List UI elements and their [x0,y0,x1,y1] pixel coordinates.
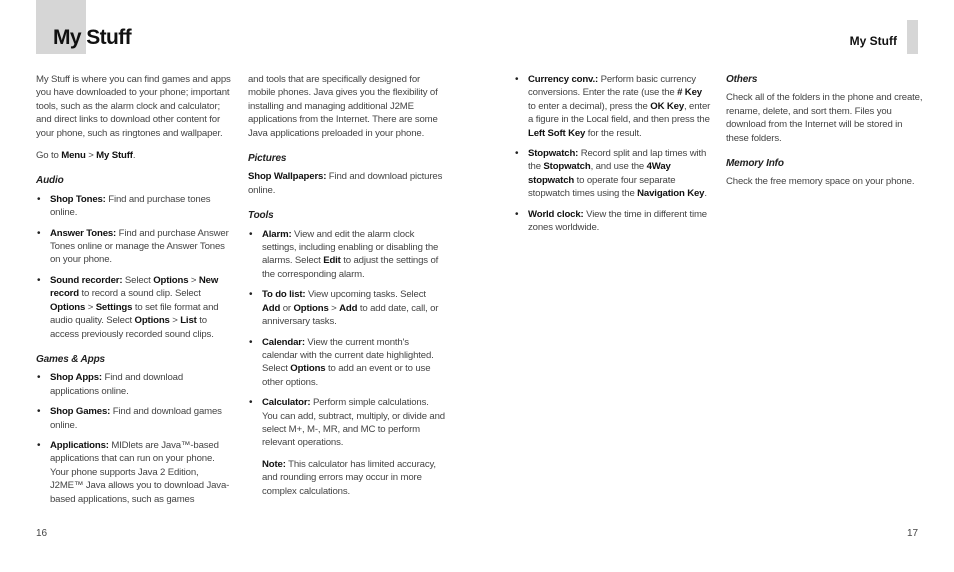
term: Applications: [50,439,109,451]
menu-label: Options [290,363,326,375]
term: Alarm: [262,228,292,240]
games-apps-list [36,371,234,506]
text: View the current month's calendar with the current date highlighted. Select [262,336,434,375]
text: > [85,150,97,162]
intro-paragraph: My Stuff is where you can find games and apps you have downloaded to your phone; important tools, such as the alarm clock and calculator; and direct links to download other content for your phone, such as ringtones and wallpaper. [36,74,231,139]
page-number-right: 17 [907,528,919,539]
description: View the time in different time zones worldwide. [528,208,707,234]
calculator-note [248,458,446,498]
text: to add date, call, or anniversary tasks. [262,302,439,328]
menu-label: Stopwatch [543,161,591,173]
list-item-calendar [248,336,446,390]
text: . [132,150,136,162]
term: Shop Games: [50,406,111,418]
menu-label: Add [262,302,281,314]
text: to enter a decimal), press the [528,100,651,112]
text: Perform basic currency conversions. Enter the rate (use the [528,74,696,99]
description: Find and download applications online. [50,372,184,397]
note-text: This calculator has limited accuracy, and rounding errors may occur in more complex calculations. [262,458,436,497]
menu-label: List [180,315,197,327]
list-item-alarm [248,228,446,282]
key-label: Navigation Key [637,188,705,200]
my-stuff-label: My Stuff [96,150,133,162]
menu-label: Options [50,301,86,313]
text: for the result. [585,127,642,139]
section-heading-others: Others [726,74,758,85]
description: Find and download games online. [50,406,222,431]
text: . [704,188,707,200]
term: Currency conv.: [528,74,599,85]
list-item-shop-tones [36,193,234,220]
menu-label: Options [293,302,329,314]
description: Perform simple calculations. You can add, subtract, multiply, or divide and select M+, M-, MR, and MC to perform relevant operations. [262,397,445,449]
text: Record split and lap times with the [528,148,707,173]
text: , enter a figure in the Local field, and then press the [528,100,711,126]
audio-list [36,193,234,341]
tools-list [248,228,446,450]
text: > [169,315,181,327]
term: To do list: [262,289,306,301]
key-label: # Key [677,87,702,99]
list-item-answer-tones [36,227,234,267]
text: to access previously recorded sound clips. [50,315,214,340]
term: Shop Wallpapers: [248,171,327,183]
term: Calendar: [262,336,305,348]
others-paragraph: Check all of the folders in the phone and create, rename, delete, and sort them. Files you download from the Internet will be stored in these folders. [726,92,923,144]
memory-info-paragraph: Check the free memory space on your phone. [726,176,915,188]
column-1 [36,73,234,514]
list-item-to-do-list [248,288,446,328]
text: to record a sound clip. Select [78,288,201,300]
list-item-calculator [248,396,446,450]
menu-label: Options [153,274,189,286]
menu-label: Options [134,315,170,327]
description: MIDlets are Java™-based applications that can run on your phone. Your phone supports Java 2 Edition, J2ME™ Java allows you to download Java-based applications, such as games [50,439,230,505]
page-number-left: 16 [36,528,48,539]
section-heading-memory-info: Memory Info [726,158,784,170]
text: to add an event or to use other options. [262,363,431,388]
key-label: OK Key [650,100,685,112]
term: Shop Apps: [50,372,102,384]
section-heading-tools: Tools [248,210,274,222]
term: World clock: [528,208,584,220]
tools-list-continued [514,73,712,234]
description: Find and download pictures online. [248,171,443,196]
menu-label: Edit [323,255,341,267]
list-item-currency-conv [514,73,712,140]
text: , and use the [590,161,647,173]
list-item-stopwatch [514,147,712,201]
text: to adjust the settings of the corresponding alarm. [262,255,439,280]
menu-label: 4Way stopwatch [528,161,671,186]
list-item-world-clock [514,208,712,235]
text: to set file format and audio quality. Select [50,301,219,327]
term: Stopwatch: [528,148,579,160]
list-item-shop-apps [36,371,234,398]
page-title: My Stuff [53,26,132,49]
term: Answer Tones: [50,227,117,239]
text: Select [122,274,154,286]
column-2 [248,73,446,507]
section-heading-pictures: Pictures [248,153,287,165]
running-head: My Stuff [849,34,897,48]
shop-wallpapers-paragraph [248,170,446,197]
section-heading-audio: Audio [36,175,64,187]
menu-label: Menu [61,150,86,162]
term: Shop Tones: [50,193,106,205]
goto-instruction [36,149,234,162]
list-item-shop-games [36,405,234,432]
text: View upcoming tasks. Select [305,289,426,301]
text: to operate four separate stopwatch times using the [528,174,676,200]
list-item-applications [36,439,234,506]
term: Calculator: [262,397,311,409]
column-4 [726,73,924,198]
description: Find and purchase Answer Tones online or manage the Answer Tones on your phone. [50,227,229,266]
key-label: Left Soft Key [528,127,586,139]
java-continuation: and tools that are specifically designed for mobile phones. Java gives you the flexibility of installing and managing additional J2ME applications from the Internet. There are some Java applications preloaded in your phone. [248,74,438,139]
section-heading-games-apps: Games & Apps [36,353,105,365]
list-item-sound-recorder [36,274,234,341]
menu-label: Settings [95,301,133,313]
page-tab-right [907,20,918,54]
text: > [85,301,96,313]
note-label: Note: [262,458,286,470]
menu-label: New record [50,274,219,300]
text: or [280,302,294,314]
text: Go to [36,150,62,162]
column-3 [514,73,712,242]
text: View and edit the alarm clock settings, including enabling or disabling the alarms. Select [262,228,439,267]
text: > [328,302,340,314]
menu-label: Add [339,302,358,314]
term: Sound recorder: [50,274,123,286]
text: > [188,274,199,286]
description: Find and purchase tones online. [50,193,211,219]
